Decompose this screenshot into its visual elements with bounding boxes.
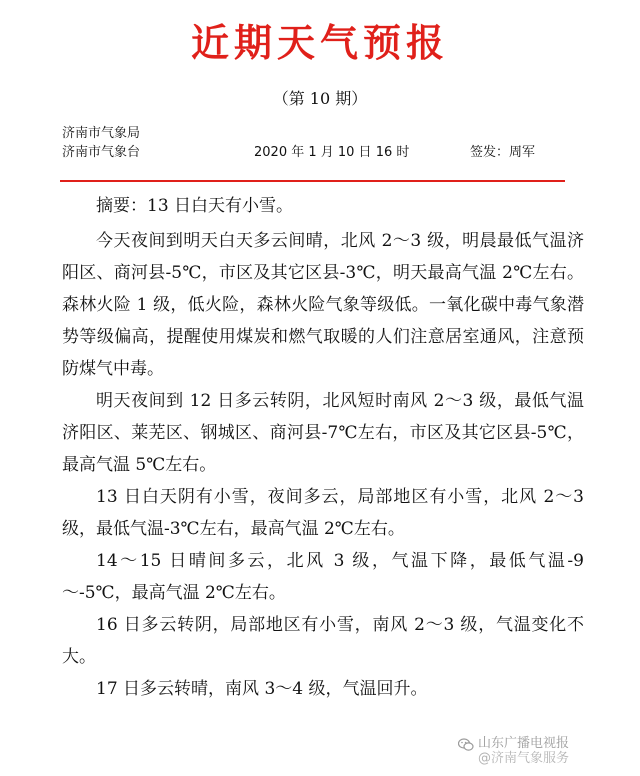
signer: 签发：周军 [470, 145, 536, 160]
issue-number: （第 10 期） [272, 89, 368, 108]
watermark [478, 736, 634, 766]
forecast-summary: 摘要：13 日白天有小雪。 [96, 196, 294, 216]
issuer-observatory: 济南市气象台 [62, 145, 141, 160]
forecast-paragraph-5: 16 日多云转阴，局部地区有小雪，南风 2～3 级，气温变化不大。 [62, 615, 584, 667]
forecast-paragraph-6: 17 日多云转晴，南风 3～4 级，气温回升。 [96, 679, 428, 699]
forecast-paragraph-4: 14～15 日晴间多云，北风 3 级，气温下降，最低气温-9～-5℃，最高气温 2℃左右。 [62, 551, 584, 603]
forecast-body [62, 190, 584, 705]
wechat-icon [458, 738, 474, 752]
issuer-bureau: 济南市气象局 [62, 126, 141, 141]
document-title: 近期天气预报 [190, 21, 449, 65]
header-divider [60, 180, 565, 182]
watermark-source: 山东广播电视报 [478, 736, 570, 751]
forecast-paragraph-1: 今天夜间到明天白天多云间晴，北风 2～3 级，明晨最低气温济阳区、商河县-5℃，市区及其它区县-3℃，明天最高气温 2℃左右。森林火险 1 级，低火险，森林火险气象等级低。一氧化碳中毒气象潜势等级偏高，提醒使用煤炭和燃气取暖的人们注意居室通风，注意预防煤气中毒。 [62, 231, 584, 379]
issue-time: 2020 年 1 月 10 日 16 时 [254, 145, 410, 160]
forecast-paragraph-3: 13 日白天阴有小雪，夜间多云，局部地区有小雪，北风 2～3 级，最低气温-3℃左右，最高气温 2℃左右。 [62, 487, 584, 539]
watermark-account: @济南气象服务 [478, 751, 570, 766]
forecast-paragraph-2: 明天夜间到 12 日多云转阴，北风短时南风 2～3 级，最低气温济阳区、莱芜区、钢城区、商河县-7℃左右，市区及其它区县-5℃，最高气温 5℃左右。 [62, 391, 584, 475]
